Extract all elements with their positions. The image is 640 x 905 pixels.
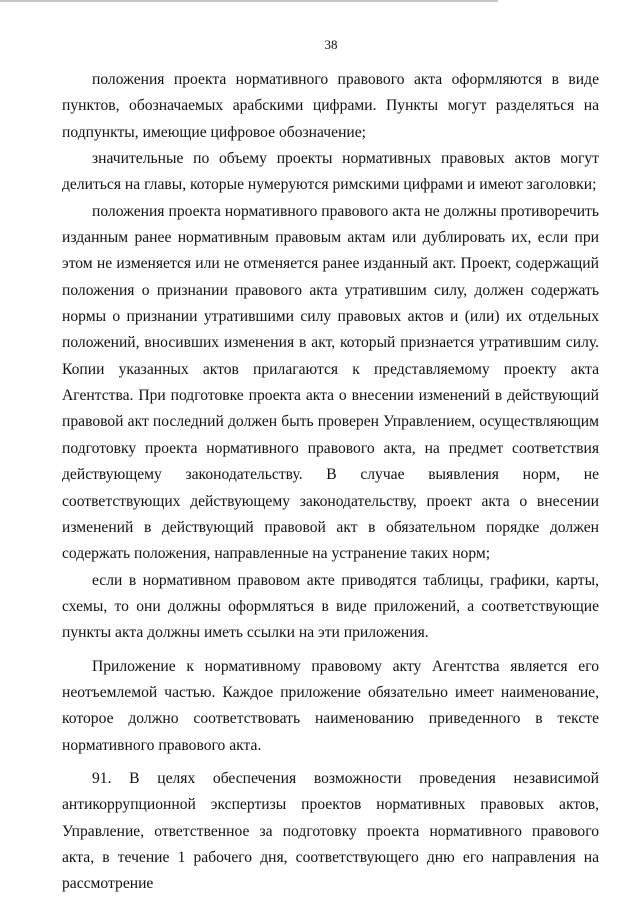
document-body [62, 67, 599, 898]
top-scan-edge [0, 0, 498, 2]
paragraph-appendix-integral: Приложение к нормативному правовому акту Агентства является его неотъемлемой частью. Каждое приложение обязательно имеет наименование, которое должно соответствовать наименованию приведенного в тексте нормативного правового акта. [62, 657, 599, 754]
paragraph-provisions-format: положения проекта нормативного правового акта оформляются в виде пунктов, обозначаемых арабскими цифрами. Пункты могут разделяться на подпункты, имеющие цифровое обозначение; [62, 71, 599, 141]
paragraph-item-91: 91. В целях обеспечения возможности проведения независимой антикоррупционной экспертизы проектов нормативных правовых актов, Управление, ответственное за подготовку проекта нормативного правового акта, в течение 1 рабочего дня, соответствующего дню его направления на рассмотрение [62, 769, 599, 893]
page-number: 38 [324, 37, 338, 52]
paragraph-tables-appendices: если в нормативном правовом акте приводятся таблицы, графики, карты, схемы, то они должны оформляться в виде приложений, а соответствующие пункты акта должны иметь ссылки на эти приложения. [62, 571, 599, 642]
paragraph-no-contradiction: положения проекта нормативного правового акта не должны противоречить изданным ранее нормативным правовым актам или дублировать их, если при этом не изменяется или не отменяется ранее изданный акт. Проект, содержащий положения о признании правового акта утратившим силу, должен содержать нормы о признании утратившими силу правовых актов и (или) их отдельных положений, вносивших изменения в акт, который признается утратившим силу. Копии указанных актов прилагаются к представляемому проекту акта Агентства. При подготовке проекта акта о внесении изменений в действующий правовой акт последний должен быть проверен Управлением, осуществляющим подготовку проекта нормативного правового акта, на предмет соответствия действующему законодательству. В случае выявления норм, не соответствующих действующему законодательству, проект акта о внесении изменений в действующий правовой акт в обязательном порядке должен содержать положения, направленные на устранение таких норм; [62, 202, 599, 563]
paragraph-chapters: значительные по объему проекты нормативных правовых актов могут делиться на главы, которые нумеруются римскими цифрами и имеют заголовки; [62, 150, 599, 194]
